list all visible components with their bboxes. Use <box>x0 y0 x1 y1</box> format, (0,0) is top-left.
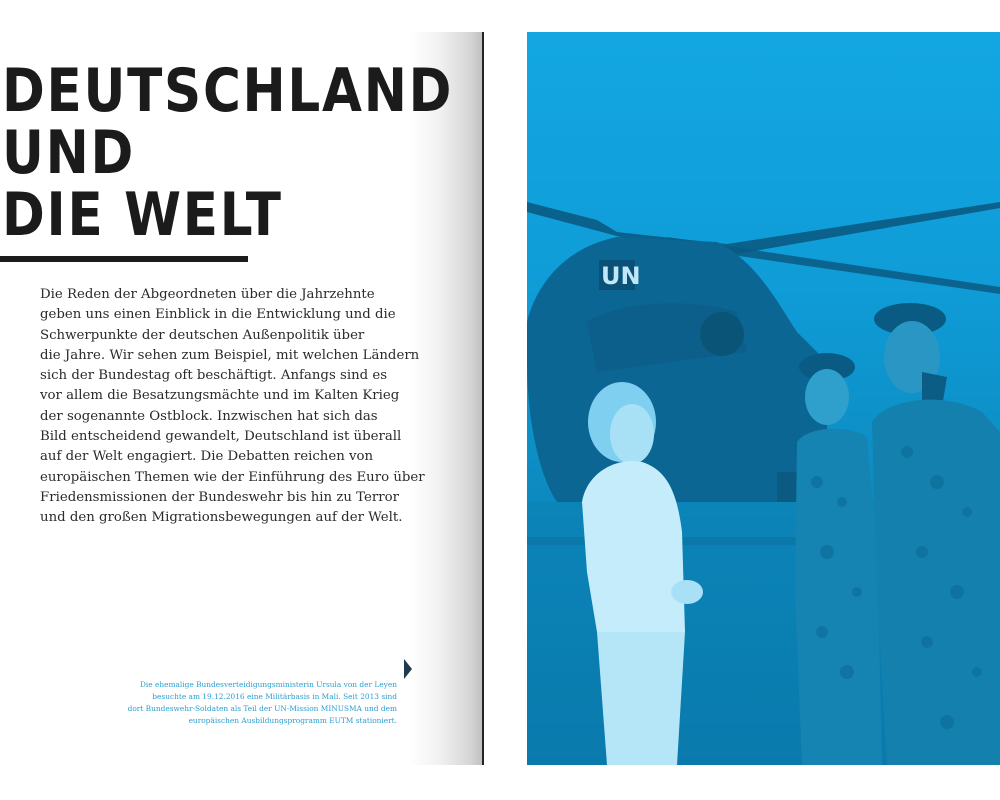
intro-paragraph <box>40 285 425 529</box>
intro-line: sich der Bundestag oft beschäftigt. Anfangs sind es <box>40 368 388 384</box>
woman-trousers <box>597 632 685 765</box>
intro-line: Bild entscheidend gewandelt, Deutschland ist überall <box>40 429 402 445</box>
blue-tinted-photo <box>527 32 1000 765</box>
helicopter-body <box>527 237 827 502</box>
title-underline <box>0 256 248 262</box>
intro-line: die Jahre. Wir sehen zum Beispiel, mit welchen Ländern <box>40 347 420 363</box>
engine-intake <box>700 312 744 356</box>
page-title <box>2 56 454 250</box>
title-line-2: UND <box>2 118 136 188</box>
photo-illustration <box>527 32 1000 765</box>
soldier-uniform-right <box>872 400 1000 765</box>
intro-line: Schwerpunkte der deutschen Außenpolitik über <box>40 327 365 343</box>
helicopter-un-marking: UN <box>601 262 641 290</box>
soldier-uniform <box>795 429 882 765</box>
woman-blouse <box>582 461 685 632</box>
title-line-1: DEUTSCHLAND <box>2 56 454 126</box>
photo-caption <box>95 679 397 727</box>
intro-line: europäischen Themen wie der Einführung des Euro über <box>40 469 425 485</box>
soldier-face <box>805 369 849 425</box>
woman-hands <box>671 580 703 604</box>
intro-line: Die Reden der Abgeordneten über die Jahrzehnte <box>40 287 375 302</box>
intro-line: geben uns einen Einblick in die Entwicklung und die <box>40 307 396 323</box>
intro-line: auf der Welt engagiert. Die Debatten reichen von <box>40 449 374 465</box>
intro-line: vor allem die Besatzungsmächte und im Kalten Krieg <box>40 388 400 404</box>
title-line-3: DIE WELT <box>2 180 283 250</box>
caption-line: dort Bundeswehr-Soldaten als Teil der UN-Mission MINUSMA und dem <box>127 704 397 713</box>
intro-line: und den großen Migrationsbewegungen auf der Welt. <box>40 510 403 526</box>
intro-line: der sogenannte Ostblock. Inzwischen hat sich das <box>40 408 378 424</box>
caption-arrow-icon <box>404 659 412 679</box>
page-gutter <box>482 32 484 765</box>
woman-face <box>610 404 654 464</box>
caption-line: besuchte am 19.12.2016 eine Militärbasis in Mali. Seit 2013 sind <box>152 692 397 701</box>
caption-line: europäischen Ausbildungsprogramm EUTM stationiert. <box>188 716 397 725</box>
intro-line: Friedensmissionen der Bundeswehr bis hin zu Terror <box>40 489 399 505</box>
caption-line: Die ehemalige Bundesverteidigungsministerin Ursula von der Leyen <box>139 680 397 689</box>
